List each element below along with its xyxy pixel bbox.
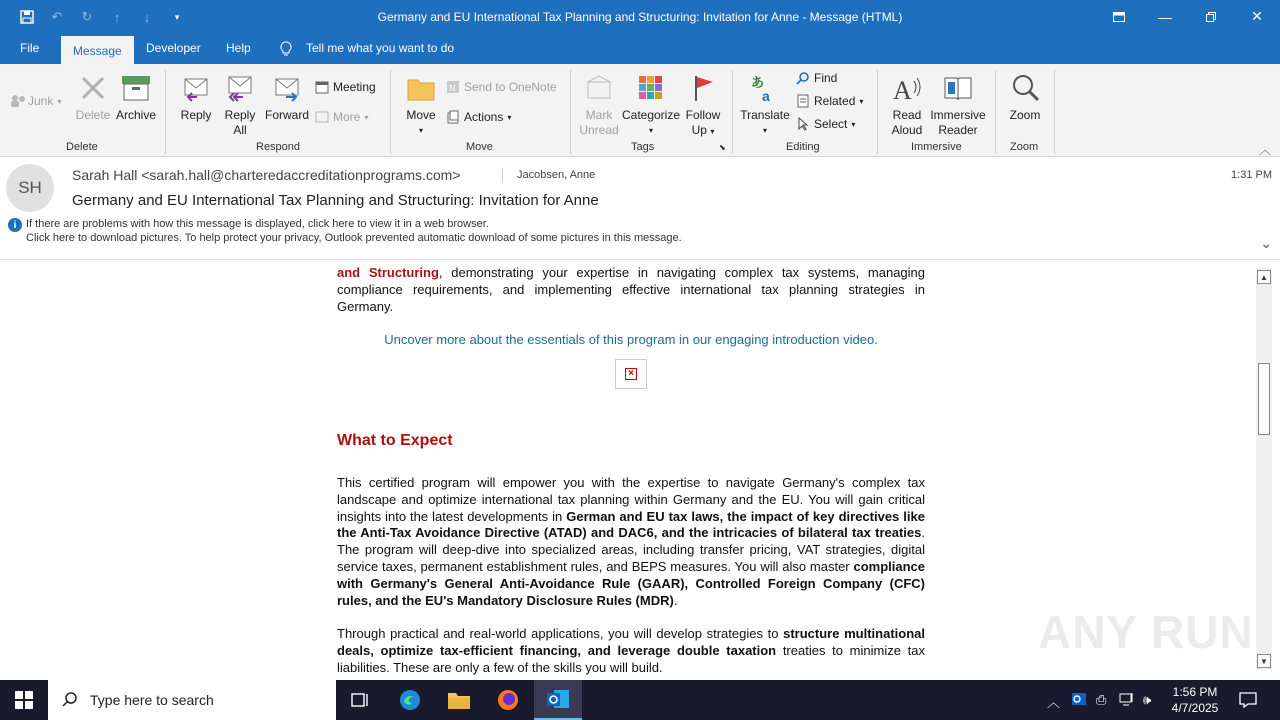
vertical-scrollbar[interactable] bbox=[1256, 268, 1272, 670]
categorize-button[interactable]: Categorize ▾ bbox=[622, 72, 680, 138]
find-icon bbox=[796, 71, 810, 85]
cursor-icon bbox=[796, 117, 810, 131]
magnifier-icon bbox=[1009, 72, 1041, 104]
download-pictures-infobar[interactable]: Click here to download pictures. To help protect your privacy, Outlook prevented automatic download of some pictures in this message. bbox=[26, 232, 682, 244]
related-icon bbox=[796, 94, 810, 108]
forward-button[interactable]: Forward bbox=[263, 72, 311, 123]
group-separator bbox=[1054, 70, 1055, 154]
translate-icon bbox=[749, 72, 781, 104]
tell-me-search[interactable]: Tell me what you want to do bbox=[306, 41, 455, 55]
meeting-button[interactable]: Meeting bbox=[315, 80, 376, 94]
paragraph: Through practical and real-world applications, you will develop strategies to structure multinational deals, optimize tax-efficient financing, and leverage double taxation treaties to minimize tax liabilities. These are only a few of the skills you will build. bbox=[337, 626, 926, 675]
view-in-browser-infobar[interactable]: If there are problems with how this message is displayed, click here to view it in a web browser. bbox=[26, 218, 489, 230]
flag-icon bbox=[687, 72, 719, 104]
close-button[interactable]: ✕ bbox=[1251, 8, 1263, 24]
outlook-icon[interactable] bbox=[534, 680, 582, 720]
section-heading: What to Expect bbox=[337, 432, 453, 450]
email-content bbox=[337, 265, 925, 680]
paragraph: and Structuring, demonstrating your expertise in navigating complex tax systems, managing compliance requirements, and implementing effective international tax planning strategies in Germany. bbox=[337, 265, 925, 314]
group-separator bbox=[165, 70, 166, 154]
reply-icon bbox=[180, 72, 212, 104]
svg-text:a: a bbox=[762, 88, 770, 103]
scroll-up-icon[interactable]: ▲ bbox=[1257, 270, 1271, 284]
recipient[interactable]: Jacobsen, Anne bbox=[517, 169, 596, 181]
translate-button[interactable]: あ a Translate ▾ bbox=[740, 72, 790, 138]
broken-image-icon: × bbox=[625, 368, 637, 380]
start-button[interactable] bbox=[0, 680, 48, 720]
volume-icon[interactable]: 🕪 bbox=[1143, 692, 1152, 707]
show-hidden-icons-icon[interactable]: ︿ bbox=[1047, 695, 1061, 710]
outlook-tray-icon[interactable] bbox=[1071, 691, 1087, 710]
group-label-respond: Respond bbox=[256, 141, 301, 153]
taskbar-search[interactable] bbox=[48, 680, 336, 720]
envelope-icon bbox=[583, 72, 615, 104]
find-button[interactable]: Find bbox=[796, 71, 837, 85]
edge-icon[interactable] bbox=[386, 680, 434, 720]
group-separator bbox=[995, 70, 996, 154]
search-icon bbox=[62, 691, 78, 710]
group-label-tags: Tags bbox=[631, 141, 655, 153]
related-button[interactable]: Related ▾ bbox=[796, 94, 863, 108]
collapse-ribbon-icon[interactable]: ︿ bbox=[1259, 143, 1272, 157]
minimize-button[interactable]: — bbox=[1158, 8, 1172, 25]
tags-dialog-launcher[interactable]: ⬊ bbox=[719, 143, 726, 152]
mark-unread-button[interactable]: Mark Unread bbox=[578, 72, 620, 138]
clock-date: 4/7/2025 bbox=[1171, 701, 1219, 715]
tab-help[interactable]: Help bbox=[226, 41, 251, 55]
ribbon-tabs bbox=[0, 33, 1280, 64]
categorize-icon bbox=[635, 72, 667, 104]
svg-text:A: A bbox=[893, 76, 912, 103]
actions-button[interactable]: Actions ▾ bbox=[446, 110, 511, 124]
reply-all-icon bbox=[224, 72, 256, 104]
group-separator bbox=[390, 70, 391, 154]
folder-move-icon bbox=[405, 72, 437, 104]
chevron-down-icon[interactable]: ⌄ bbox=[1260, 235, 1272, 251]
notifications-icon[interactable] bbox=[1239, 692, 1257, 711]
more-icon bbox=[315, 110, 329, 124]
tab-developer[interactable]: Developer bbox=[146, 41, 201, 55]
title-bar bbox=[0, 0, 1280, 33]
send-to-onenote-button[interactable]: N Send to OneNote bbox=[446, 80, 557, 94]
previous-item-icon[interactable]: ↑ bbox=[113, 9, 121, 25]
network-icon[interactable] bbox=[1119, 692, 1135, 709]
svg-text:あ: あ bbox=[751, 75, 765, 90]
file-explorer-icon[interactable] bbox=[435, 680, 483, 720]
task-view-icon[interactable] bbox=[336, 680, 384, 720]
delete-button[interactable]: Delete bbox=[74, 72, 112, 123]
clock-time: 1:56 PM bbox=[1172, 685, 1218, 699]
select-button[interactable]: Select ▾ bbox=[796, 117, 855, 131]
move-button[interactable]: Move ▾ bbox=[402, 72, 440, 138]
divider bbox=[502, 168, 503, 182]
ribbon-display-options-icon[interactable] bbox=[1096, 0, 1142, 33]
junk-button[interactable]: Junk ▾ bbox=[10, 94, 61, 108]
delete-icon bbox=[77, 72, 109, 104]
device-icon[interactable]: ⎙ bbox=[1096, 692, 1107, 707]
ribbon bbox=[0, 64, 1280, 157]
group-label-move: Move bbox=[466, 141, 493, 153]
group-separator bbox=[877, 70, 878, 154]
follow-up-button[interactable]: Follow Up ▾ bbox=[683, 72, 723, 139]
forward-icon bbox=[271, 72, 303, 104]
archive-icon bbox=[120, 72, 152, 104]
scrollbar-thumb[interactable] bbox=[1258, 363, 1270, 435]
undo-icon[interactable]: ↶ bbox=[51, 9, 63, 24]
reply-all-button[interactable]: Reply All bbox=[220, 72, 260, 138]
tab-message[interactable]: Message bbox=[61, 36, 134, 64]
taskbar-clock[interactable] bbox=[1165, 684, 1225, 716]
actions-icon bbox=[446, 110, 460, 124]
immersive-reader-button[interactable]: Immersive Reader bbox=[928, 72, 988, 138]
calendar-icon bbox=[315, 80, 329, 94]
info-icon: i bbox=[8, 218, 22, 232]
onenote-icon bbox=[446, 80, 460, 94]
paragraph: This certified program will empower you with the expertise to navigate Germany's complex tax landscape and optimize international tax planning within Germany and the EU. You will gain critical insights into the latest developments in German and EU tax laws, the impact of key directives like the Anti-Tax Avoidance Directive (ATAD) and DAC6, and the intricacies of bilateral tax treaties. The program will deep-dive into specialized areas, including transfer pricing, VAT strategies, digital service taxes, permanent establishment rules, and BEPS measures. You will also master compliance with Germany's General Anti-Avoidance Rule (GAAR), Controlled Foreign Company (CFC) rules, and the EU's Mandatory Disclosure Rules (MDR). bbox=[337, 474, 925, 608]
more-respond-button[interactable]: More ▾ bbox=[315, 110, 368, 124]
scroll-down-icon[interactable]: ▼ bbox=[1257, 654, 1271, 668]
restore-button[interactable] bbox=[1188, 0, 1234, 33]
intro-video-link[interactable]: Uncover more about the essentials of this program in our engaging introduction video. bbox=[384, 332, 878, 348]
customize-qat-icon[interactable]: ▾ bbox=[174, 11, 180, 22]
watermark: ANY RUN bbox=[1038, 606, 1254, 658]
message-subject: Germany and EU International Tax Planning and Structuring: Invitation for Anne bbox=[72, 192, 599, 209]
firefox-icon[interactable] bbox=[484, 680, 532, 720]
svg-text:N: N bbox=[449, 83, 456, 93]
reply-button[interactable]: Reply bbox=[176, 72, 216, 123]
junk-icon bbox=[10, 94, 24, 108]
zoom-button[interactable]: Zoom bbox=[1004, 72, 1046, 123]
windows-icon bbox=[15, 691, 33, 709]
avatar[interactable]: SH bbox=[6, 164, 54, 212]
archive-button[interactable]: Archive bbox=[114, 72, 158, 123]
group-separator bbox=[732, 70, 733, 154]
group-label-delete: Delete bbox=[66, 141, 98, 153]
window-title: Germany and EU International Tax Planning and Structuring: Invitation for Anne - Message (HTML) bbox=[377, 10, 903, 24]
read-aloud-button[interactable]: A Read Aloud bbox=[886, 72, 928, 138]
sender[interactable]: Sarah Hall <sarah.hall@charteredaccreditationprograms.com> bbox=[72, 167, 461, 183]
group-label-editing: Editing bbox=[786, 141, 820, 153]
taskbar bbox=[0, 680, 1280, 720]
read-aloud-icon bbox=[891, 72, 923, 104]
lightbulb-icon bbox=[280, 41, 292, 60]
search-placeholder: Type here to search bbox=[90, 692, 214, 708]
redo-icon[interactable]: ↻ bbox=[81, 9, 93, 24]
group-label-zoom: Zoom bbox=[1010, 141, 1039, 153]
immersive-reader-icon bbox=[942, 72, 974, 104]
broken-image-placeholder[interactable] bbox=[615, 359, 647, 389]
next-item-icon[interactable]: ↓ bbox=[143, 9, 151, 25]
message-header bbox=[0, 157, 1280, 260]
received-time: 1:31 PM bbox=[1231, 169, 1272, 181]
group-separator bbox=[570, 70, 571, 154]
tab-file[interactable]: File bbox=[20, 41, 40, 55]
group-label-immersive: Immersive bbox=[911, 141, 962, 153]
